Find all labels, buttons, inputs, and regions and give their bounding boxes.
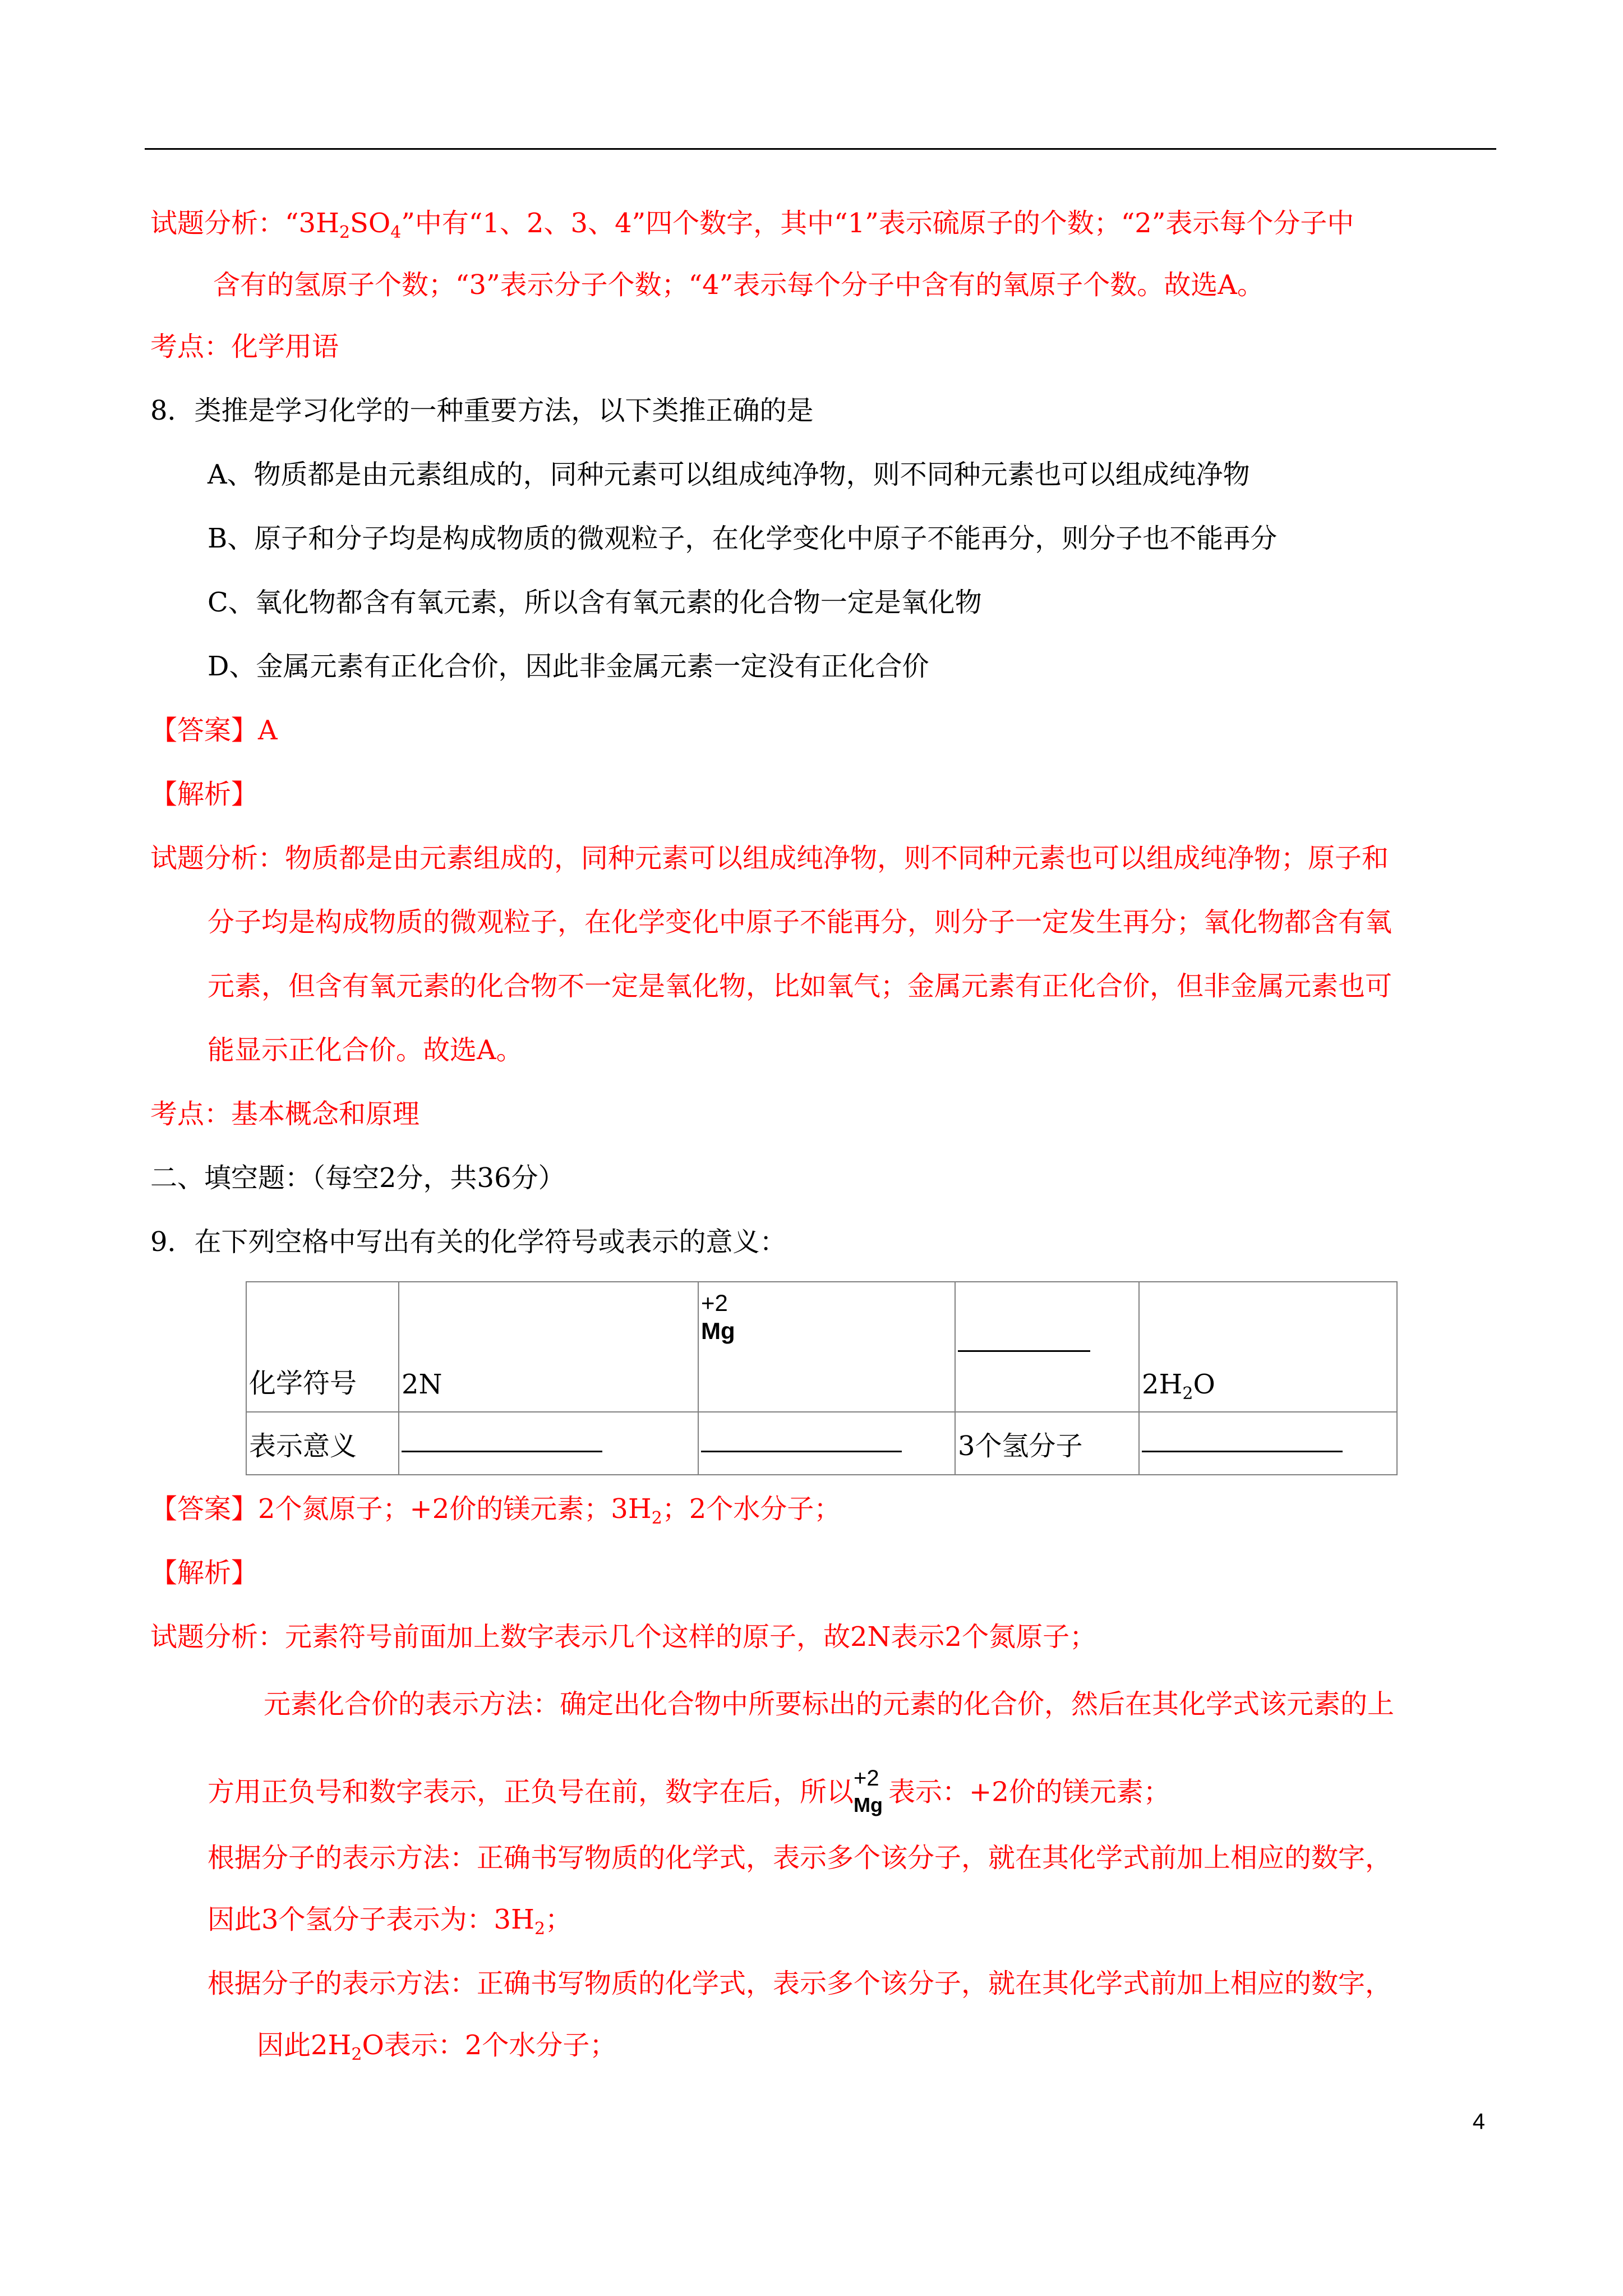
- answer-8: 【答案】A: [150, 715, 278, 746]
- fill-blank[interactable]: [1142, 1428, 1343, 1452]
- table-row: [246, 1412, 1397, 1475]
- analysis-line-2: 含有的氢原子个数；“3”表示分子个数；“4”表示每个分子中含有的氧原子个数。故选A。: [213, 269, 1264, 301]
- analysis-line-1: 试题分析：“$3H_2SO_4$”中有“1、2、3、4”四个数字，其中“1”表示硫原子的个数；“2”表示每个分子中: [150, 208, 1354, 242]
- analysis-9-line-5: 因此3个氢分子表示为：$3H_2$；: [208, 1904, 573, 1939]
- analysis-9-line-1: 试题分析：元素符号前面加上数字表示几个这样的原子，故2N表示2个氮原子；: [150, 1621, 1097, 1653]
- table-cell: [698, 1282, 955, 1412]
- analysis-9-line-3: 方用正负号和数字表示，正负号在前，数字在后，所以 +2 Mg 表示：+2价的镁元素；: [208, 1766, 1170, 1822]
- analysis-9-line-2: 元素化合价的表示方法：确定出化合物中所要标出的元素的化合价，然后在其化学式该元素的上: [264, 1688, 1395, 1720]
- option-b: B、原子和分子均是构成物质的微观粒子，在化学变化中原子不能再分，则分子也不能再分: [208, 523, 1278, 554]
- analysis-9-line-6: 根据分子的表示方法：正确书写物质的化学式，表示多个该分子，就在其化学式前加上相应的数字，: [208, 1968, 1393, 1999]
- analysis-8-line-1: 试题分析：物质都是由元素组成的，同种元素可以组成纯净物，则不同种元素也可以组成纯净物；原子和: [150, 843, 1389, 874]
- jiexi-9: 【解析】: [150, 1557, 259, 1589]
- question-9: 9．在下列空格中写出有关的化学符号或表示的意义：: [150, 1226, 787, 1258]
- table-cell: [955, 1282, 1139, 1412]
- analysis-9-line-7: 因此$2H_2O$表示：2个水分子；: [257, 2030, 617, 2064]
- option-d: D、金属元素有正化合价，因此非金属元素一定没有正化合价: [208, 651, 929, 682]
- topic-8: 考点：基本概念和原理: [150, 1098, 420, 1130]
- table-cell: [698, 1412, 955, 1475]
- section-2-heading: 二、填空题：（每空2分，共36分）: [150, 1162, 565, 1194]
- fill-blank[interactable]: [701, 1428, 902, 1452]
- table-cell: 2N: [399, 1282, 698, 1412]
- valence-mg-symbol: +2 Mg: [701, 1290, 735, 1344]
- table-cell: [1139, 1412, 1397, 1475]
- table-cell: 3个氢分子: [955, 1412, 1139, 1475]
- valence-mg-inline-symbol: +2 Mg: [854, 1766, 883, 1816]
- option-a: A、物质都是由元素组成的，同种元素可以组成纯净物，则不同种元素也可以组成纯净物: [208, 459, 1250, 490]
- topic-line: 考点：化学用语: [150, 331, 339, 362]
- fill-blank[interactable]: [958, 1328, 1090, 1352]
- table-cell: $2H_2O$: [1139, 1282, 1397, 1412]
- question-8: 8．类推是学习化学的一种重要方法，以下类推正确的是: [150, 395, 814, 426]
- header-rule: [145, 148, 1496, 150]
- analysis-9-line-4: 根据分子的表示方法：正确书写物质的化学式，表示多个该分子，就在其化学式前加上相应的数字，: [208, 1842, 1393, 1874]
- page-number: 4: [1472, 2109, 1485, 2134]
- symbol-table: [246, 1281, 1398, 1475]
- table-cell: [399, 1412, 698, 1475]
- jiexi-8: 【解析】: [150, 779, 259, 810]
- option-c: C、氧化物都含有氧元素，所以含有氧元素的化合物一定是氧化物: [208, 587, 982, 618]
- table-cell: 化学符号: [246, 1282, 399, 1412]
- analysis-8-line-3: 元素，但含有氧元素的化合物不一定是氧化物，比如氧气；金属元素有正化合价，但非金属元素也可: [208, 970, 1393, 1002]
- table-row: [246, 1282, 1397, 1412]
- answer-9: 【答案】2个氮原子；+2价的镁元素；$3H_2$；2个水分子；: [150, 1493, 841, 1528]
- analysis-8-line-4: 能显示正化合价。故选A。: [208, 1034, 523, 1066]
- analysis-8-line-2: 分子均是构成物质的微观粒子，在化学变化中原子不能再分，则分子一定发生再分；氧化物都含有氧: [208, 907, 1393, 938]
- fill-blank[interactable]: [402, 1428, 602, 1452]
- table-cell: 表示意义: [246, 1412, 399, 1475]
